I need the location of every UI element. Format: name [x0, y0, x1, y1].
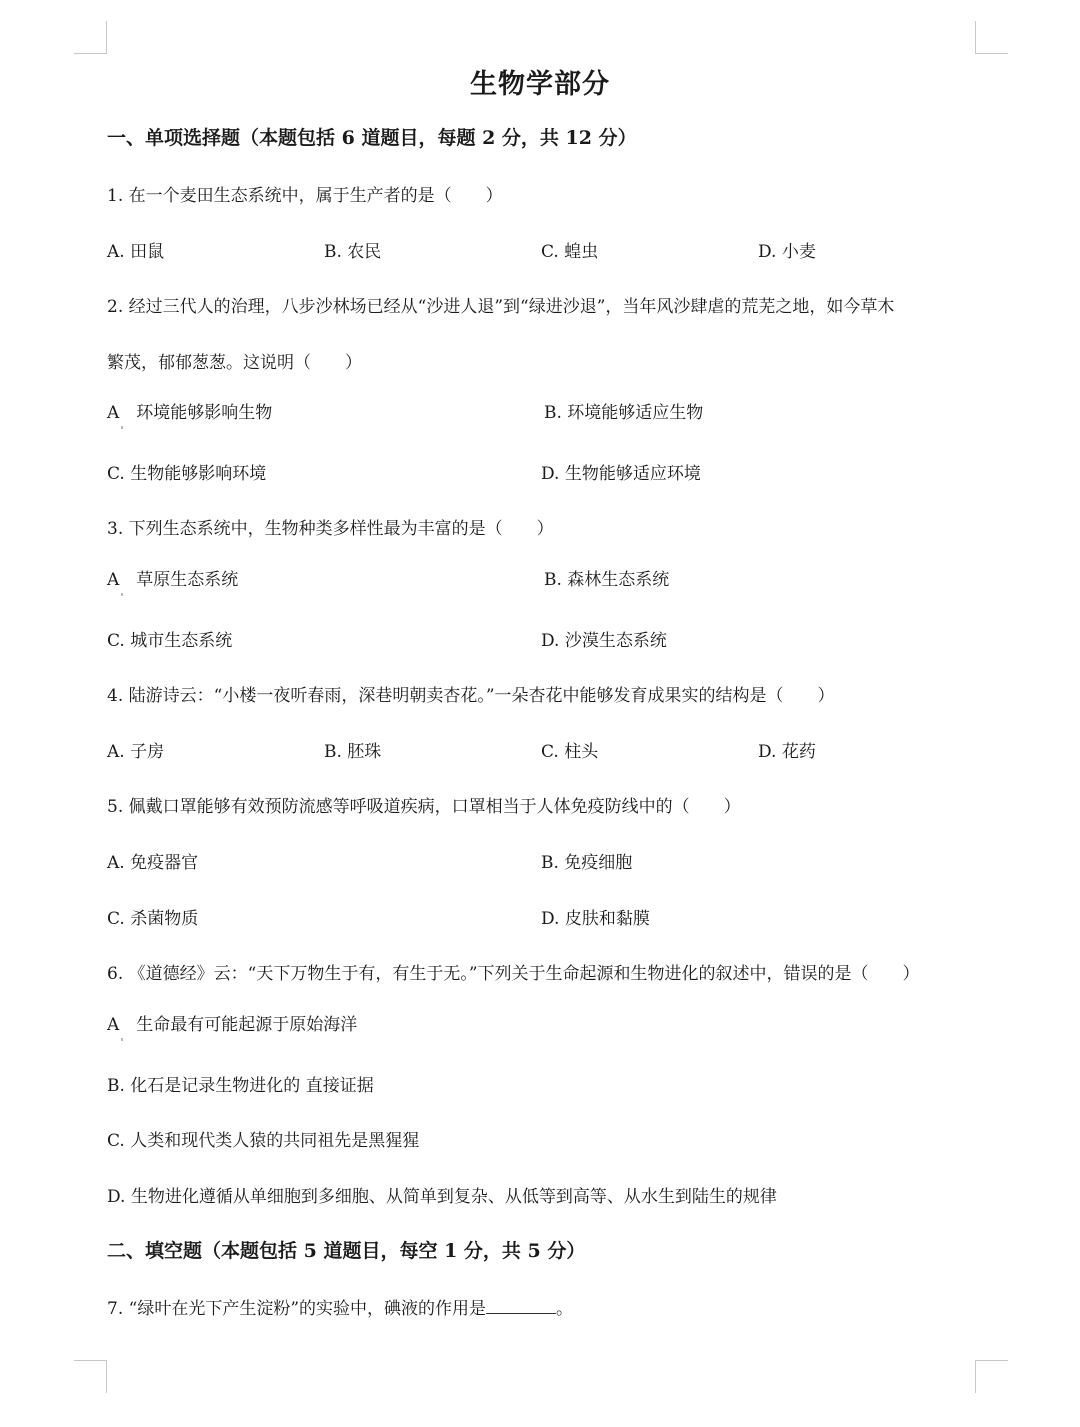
section-heading-choice: 一、单项选择题（本题包括 6 道题目，每题 2 分，共 12 分）	[107, 127, 637, 149]
question-1-option-b: B. 农民	[324, 242, 382, 262]
question-2-option-d: D. 生物能够适应环境	[541, 464, 701, 484]
question-2-option-c: C. 生物能够影响环境	[107, 464, 267, 484]
scan-mark	[121, 1038, 123, 1041]
question-5-option-c: C. 杀菌物质	[107, 909, 199, 929]
question-5-option-b: B. 免疫细胞	[541, 853, 633, 873]
question-1-option-a: A. 田鼠	[107, 242, 165, 262]
question-7-stem-text: 7. “绿叶在光下产生淀粉”的实验中，碘液的作用是	[107, 1299, 487, 1319]
question-7-stem-end: 。	[556, 1299, 574, 1319]
question-3-option-c: C. 城市生态系统	[107, 631, 233, 651]
question-6-option-b: B. 化石是记录生物进化的 直接证据	[107, 1076, 374, 1096]
scan-mark	[121, 593, 123, 596]
scan-mark	[121, 426, 123, 429]
crop-mark-top-left	[74, 21, 107, 54]
question-3-stem: 3. 下列生态系统中，生物种类多样性最为丰富的是（ ）	[107, 519, 554, 539]
question-4-stem: 4. 陆游诗云：“小楼一夜听春雨，深巷明朝卖杏花。”一朵杏花中能够发育成果实的结构是（ ）	[107, 686, 835, 706]
section-heading-fill-blank: 二、填空题（本题包括 5 道题目，每空 1 分，共 5 分）	[107, 1240, 586, 1262]
crop-mark-bottom-left	[74, 1360, 107, 1393]
question-2-stem-line-1: 2. 经过三代人的治理，八步沙林场已经从“沙进人退”到“绿进沙退”，当年风沙肆虐的荒芜之地，如今草木	[107, 297, 895, 317]
question-2-option-a: A 环境能够影响生物	[107, 403, 273, 423]
crop-mark-bottom-right	[975, 1360, 1008, 1393]
question-4-option-d: D. 花药	[758, 742, 816, 762]
crop-mark-top-right	[975, 21, 1008, 54]
question-3-option-a: A 草原生态系统	[107, 570, 239, 590]
question-4-option-c: C. 柱头	[541, 742, 599, 762]
question-5-option-a: A. 免疫器官	[107, 853, 199, 873]
question-1-stem: 1. 在一个麦田生态系统中，属于生产者的是（ ）	[107, 186, 503, 206]
question-1-option-d: D. 小麦	[758, 242, 816, 262]
question-1-option-c: C. 蝗虫	[541, 242, 599, 262]
question-4-option-a: A. 子房	[107, 742, 165, 762]
answer-blank[interactable]	[486, 1299, 556, 1314]
question-5-option-d: D. 皮肤和黏膜	[541, 909, 650, 929]
question-6-option-a: A 生命最有可能起源于原始海洋	[107, 1015, 358, 1035]
question-3-option-b: B. 森林生态系统	[544, 570, 670, 590]
question-6-stem: 6. 《道德经》云：“天下万物生于有，有生于无。”下列关于生命起源和生物进化的叙述中，错误的是（ ）	[107, 964, 920, 984]
question-5-stem: 5. 佩戴口罩能够有效预防流感等呼吸道疾病，口罩相当于人体免疫防线中的（ ）	[107, 797, 741, 817]
question-6-option-c: C. 人类和现代类人猿的共同祖先是黑猩猩	[107, 1131, 420, 1151]
question-4-option-b: B. 胚珠	[324, 742, 382, 762]
question-2-option-b: B. 环境能够适应生物	[544, 403, 704, 423]
page-title: 生物学部分	[470, 69, 610, 100]
question-3-option-d: D. 沙漠生态系统	[541, 631, 667, 651]
question-7-stem	[107, 1294, 573, 1319]
question-6-option-d: D. 生物进化遵循从单细胞到多细胞、从简单到复杂、从低等到高等、从水生到陆生的规律	[107, 1187, 777, 1207]
question-2-stem-line-2: 繁茂，郁郁葱葱。这说明（ ）	[107, 353, 362, 373]
